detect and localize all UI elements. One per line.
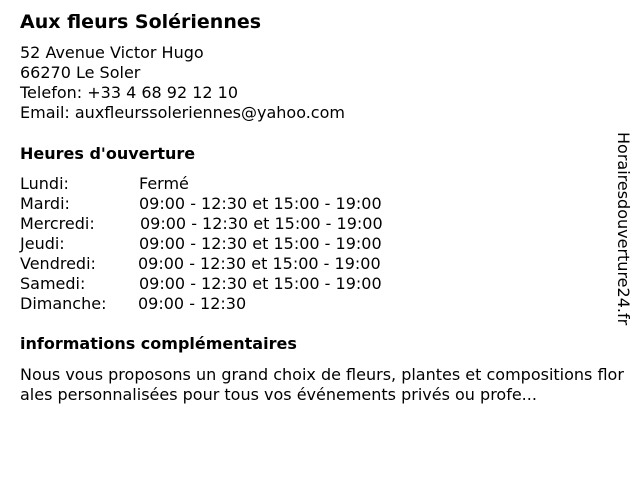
business-name: Aux fleurs Solériennes (20, 11, 262, 33)
day-label: Mercredi: (20, 214, 95, 233)
address-line-1: 52 Avenue Victor Hugo (20, 43, 204, 62)
time-value: 09:00 - 12:30 (138, 294, 247, 313)
time-value: 09:00 - 12:30 et 15:00 - 19:00 (139, 274, 382, 293)
contact-block (20, 43, 345, 123)
day-label: Vendredi: (20, 254, 96, 273)
time-value: 09:00 - 12:30 et 15:00 - 19:00 (138, 254, 381, 273)
opening-hours-heading: Heures d'ouverture (20, 144, 196, 163)
additional-info-text: Nous vous proposons un grand choix de fleurs, plantes et compositions florales personnalisées pour tous vos événements privés ou profe... (20, 365, 624, 404)
time-value: 09:00 - 12:30 et 15:00 - 19:00 (140, 214, 383, 233)
day-label: Lundi: (20, 174, 69, 193)
address-line-2: 66270 Le Soler (20, 63, 141, 82)
time-value: 09:00 - 12:30 et 15:00 - 19:00 (139, 194, 382, 213)
site-watermark: Horairesdouverture24.fr (614, 132, 633, 326)
time-value: Fermé (139, 174, 189, 193)
day-label: Mardi: (20, 194, 70, 213)
day-label: Samedi: (20, 274, 86, 293)
additional-info-heading: informations complémentaires (20, 334, 297, 353)
phone-number[interactable]: Telefon: +33 4 68 92 12 10 (20, 83, 239, 102)
email-address[interactable]: Email: auxfleurssoleriennes@yahoo.com (20, 103, 345, 122)
day-label: Dimanche: (20, 294, 107, 313)
day-label: Jeudi: (20, 234, 65, 253)
time-value: 09:00 - 12:30 et 15:00 - 19:00 (139, 234, 382, 253)
